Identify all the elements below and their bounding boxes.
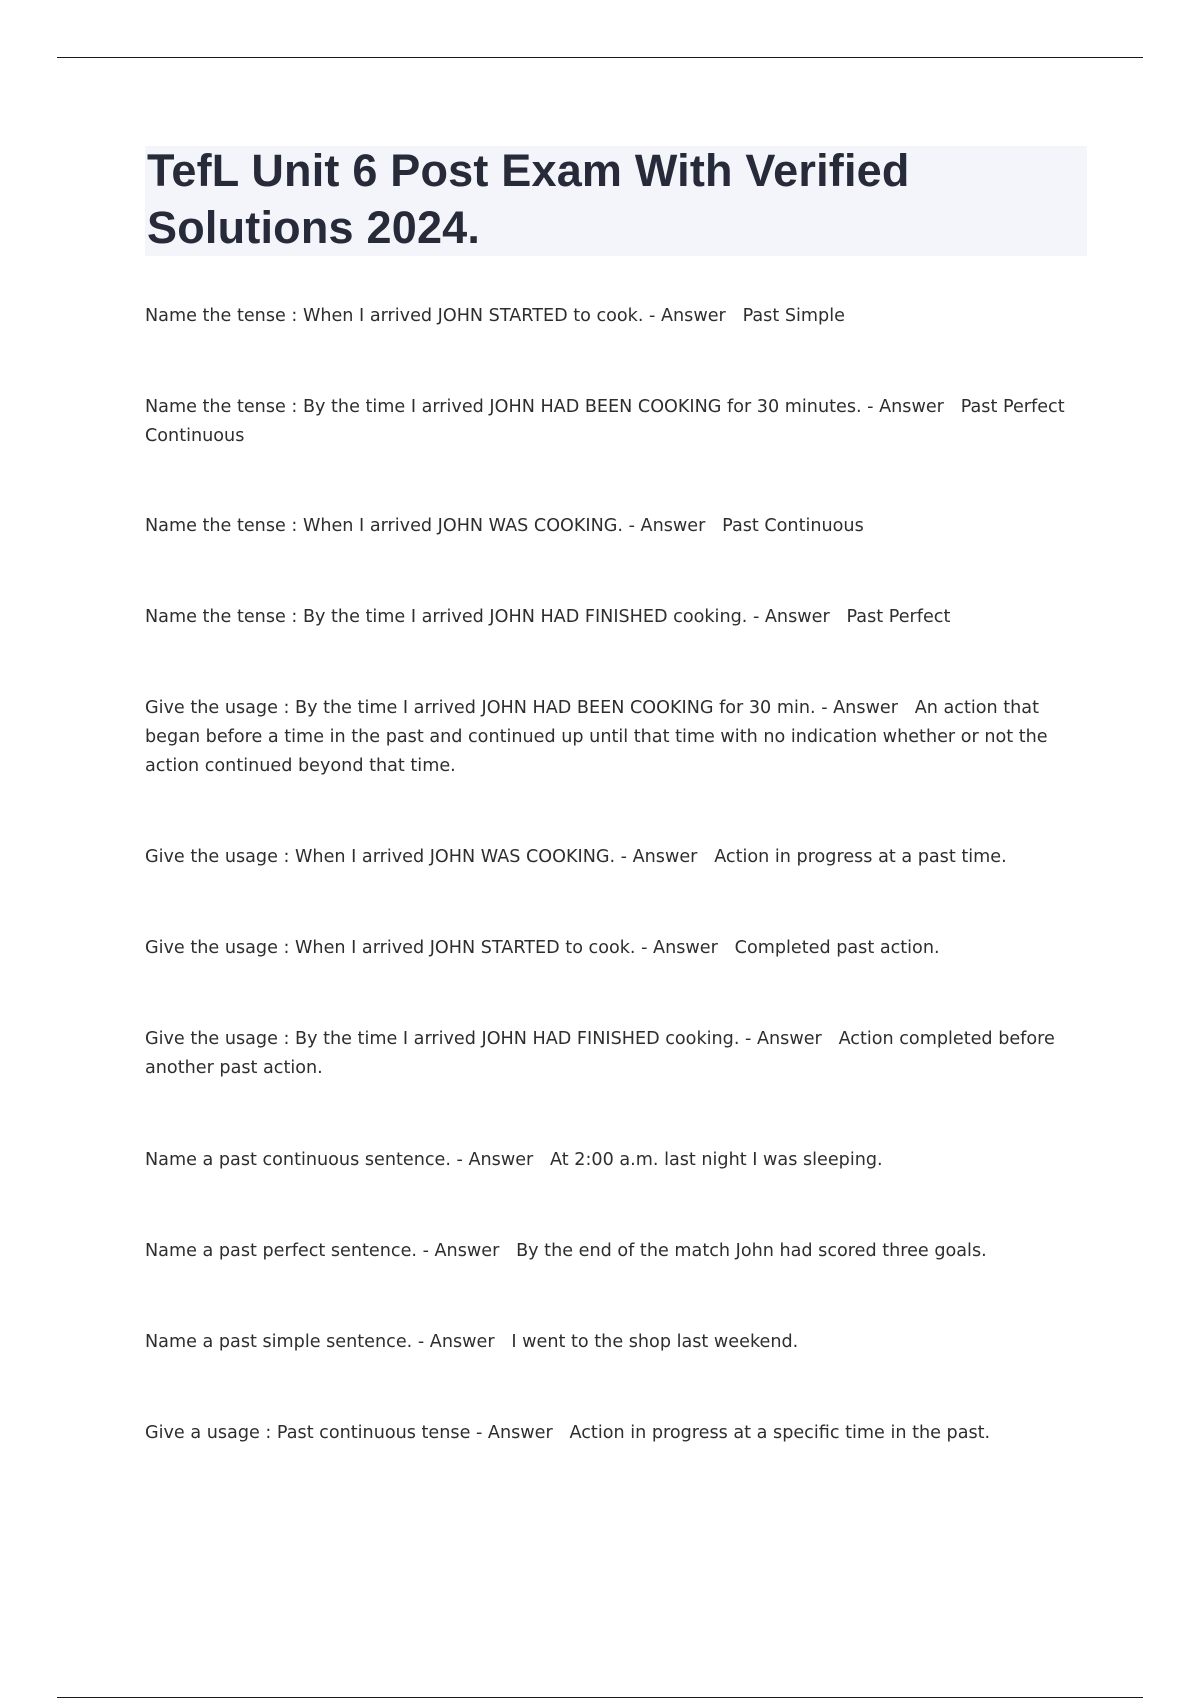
question-text: Give the usage : When I arrived JOHN STARTED to cook. - Answer xyxy=(145,938,718,958)
qa-item xyxy=(145,393,1090,451)
question-text: Name a past simple sentence. - Answer xyxy=(145,1332,495,1352)
answer-text: Action in progress at a specific time in the past. xyxy=(569,1423,991,1443)
qa-item xyxy=(145,843,1090,872)
bottom-rule xyxy=(57,1697,1143,1698)
question-text: Name a past continuous sentence. - Answer xyxy=(145,1150,534,1170)
question-text: Name the tense : By the time I arrived JOHN HAD BEEN COOKING for 30 minutes. - Answer xyxy=(145,397,944,417)
question-text: Name a past perfect sentence. - Answer xyxy=(145,1241,500,1261)
answer-text: I went to the shop last weekend. xyxy=(511,1332,799,1352)
qa-item xyxy=(145,1419,1090,1448)
qa-item xyxy=(145,1328,1090,1357)
question-text: Name the tense : By the time I arrived JOHN HAD FINISHED cooking. - Answer xyxy=(145,607,830,627)
question-text: Give the usage : When I arrived JOHN WAS COOKING. - Answer xyxy=(145,847,698,867)
qa-item xyxy=(145,1146,1090,1175)
qa-item xyxy=(145,694,1090,781)
answer-text: Past Perfect xyxy=(846,607,951,627)
qa-item xyxy=(145,1025,1090,1083)
answer-text: An action that began before a time in the past and continued up until that time with no indication whether or not the action continued beyond that time. xyxy=(145,698,1048,776)
question-text: Give a usage : Past continuous tense - Answer xyxy=(145,1423,553,1443)
qa-item xyxy=(145,603,1090,632)
document-title: TefL Unit 6 Post Exam With Verified Solutions 2024. xyxy=(147,145,910,253)
answer-text: Past Perfect Continuous xyxy=(145,397,1065,446)
answer-text: Past Continuous xyxy=(722,516,864,536)
question-text: Name the tense : When I arrived JOHN WAS COOKING. - Answer xyxy=(145,516,706,536)
question-text: Give the usage : By the time I arrived JOHN HAD BEEN COOKING for 30 min. - Answer xyxy=(145,698,898,718)
qa-item xyxy=(145,934,1090,963)
qa-item xyxy=(145,1237,1090,1266)
question-text: Name the tense : When I arrived JOHN STARTED to cook. - Answer xyxy=(145,306,726,326)
answer-text: Completed past action. xyxy=(734,938,940,958)
answer-text: Action completed before another past action. xyxy=(145,1029,1055,1078)
answer-text: At 2:00 a.m. last night I was sleeping. xyxy=(550,1150,883,1170)
answer-text: Action in progress at a past time. xyxy=(714,847,1007,867)
answer-text: Past Simple xyxy=(742,306,845,326)
qa-item xyxy=(145,302,1090,331)
top-rule xyxy=(57,57,1143,58)
qa-item xyxy=(145,512,1090,541)
answer-text: By the end of the match John had scored three goals. xyxy=(516,1241,987,1261)
question-text: Give the usage : By the time I arrived JOHN HAD FINISHED cooking. - Answer xyxy=(145,1029,822,1049)
